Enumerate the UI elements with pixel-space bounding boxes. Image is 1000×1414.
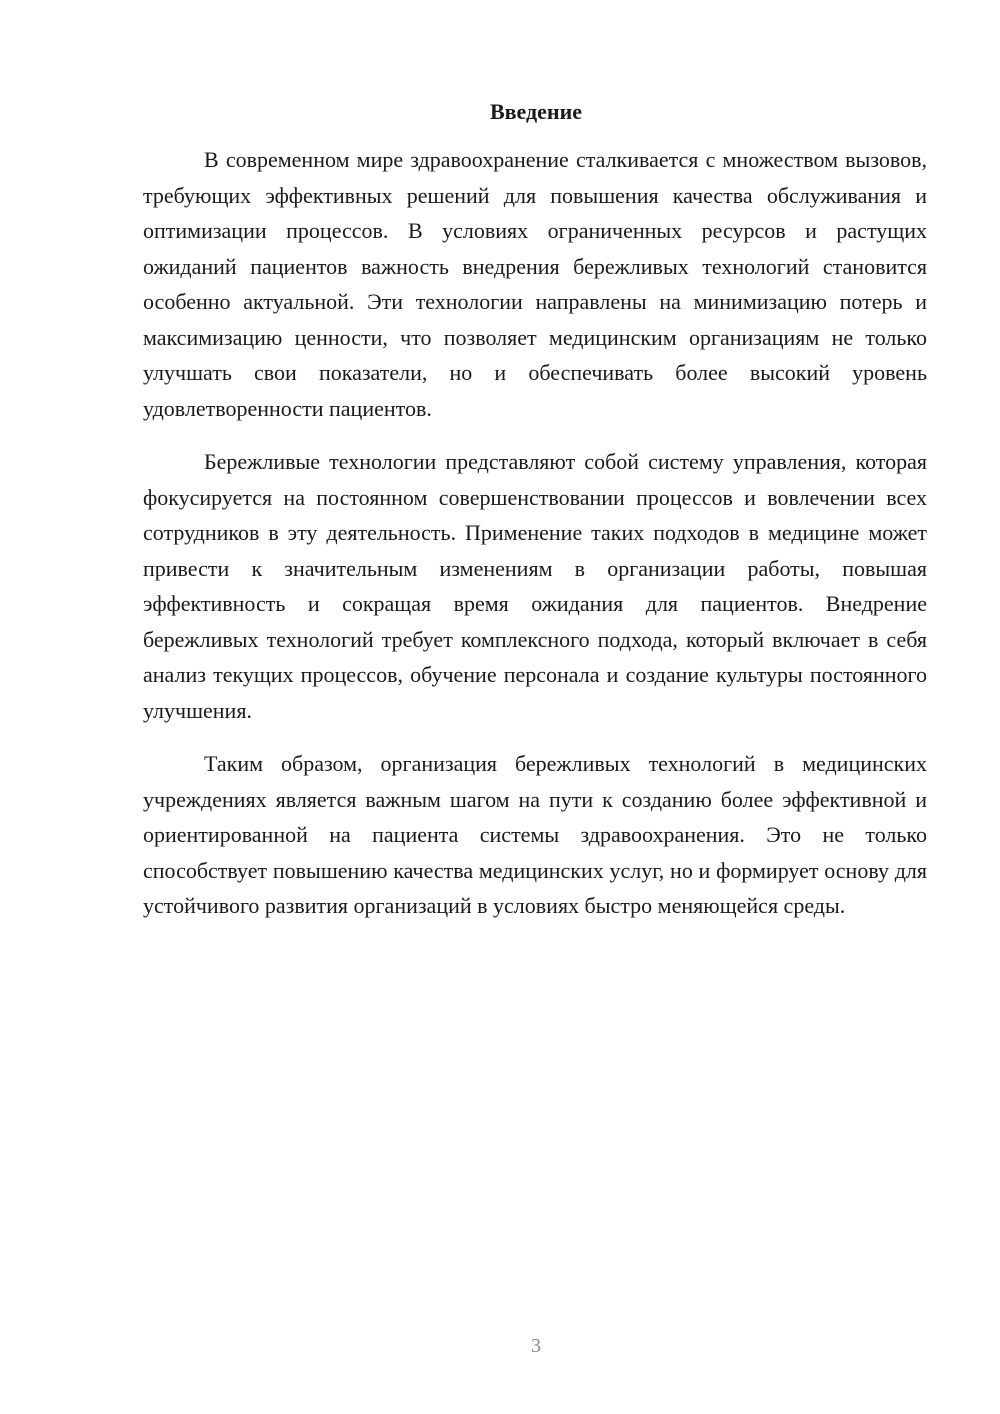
paragraph-3: Таким образом, организация бережливых технологий в медицинских учреждениях является важным шагом на пути к созданию более эффективной и ориентированной на пациента системы здравоохранения. Это не только способствует повышению качества медицинских услуг, но и формирует основу для устойчивого развития организаций в условиях быстро меняющейся среды. — [143, 751, 927, 918]
section-title: Введение — [489, 99, 583, 124]
page-number: 3 — [531, 1335, 541, 1357]
body-text — [143, 142, 927, 942]
paragraph-1: В современном мире здравоохранение сталкивается с множеством вызовов, требующих эффективных решений для повышения качества обслуживания и оптимизации процессов. В условиях ограниченных ресурсов и растущих ожиданий пациентов важность внедрения бережливых технологий становится особенно актуальной. Эти технологии направлены на минимизацию потерь и максимизацию ценности, что позволяет медицинским организациям не только улучшать свои показатели, но и обеспечивать более высокий уровень удовлетворенности пациентов. — [143, 147, 927, 421]
paragraph-2: Бережливые технологии представляют собой систему управления, которая фокусируется на постоянном совершенствовании процессов и вовлечении всех сотрудников в эту деятельность. Применение таких подходов в медицине может привести к значительным изменениям в организации работы, повышая эффективность и сокращая время ожидания для пациентов. Внедрение бережливых технологий требует комплексного подхода, который включает в себя анализ текущих процессов, обучение персонала и создание культуры постоянного улучшения. — [143, 449, 927, 723]
